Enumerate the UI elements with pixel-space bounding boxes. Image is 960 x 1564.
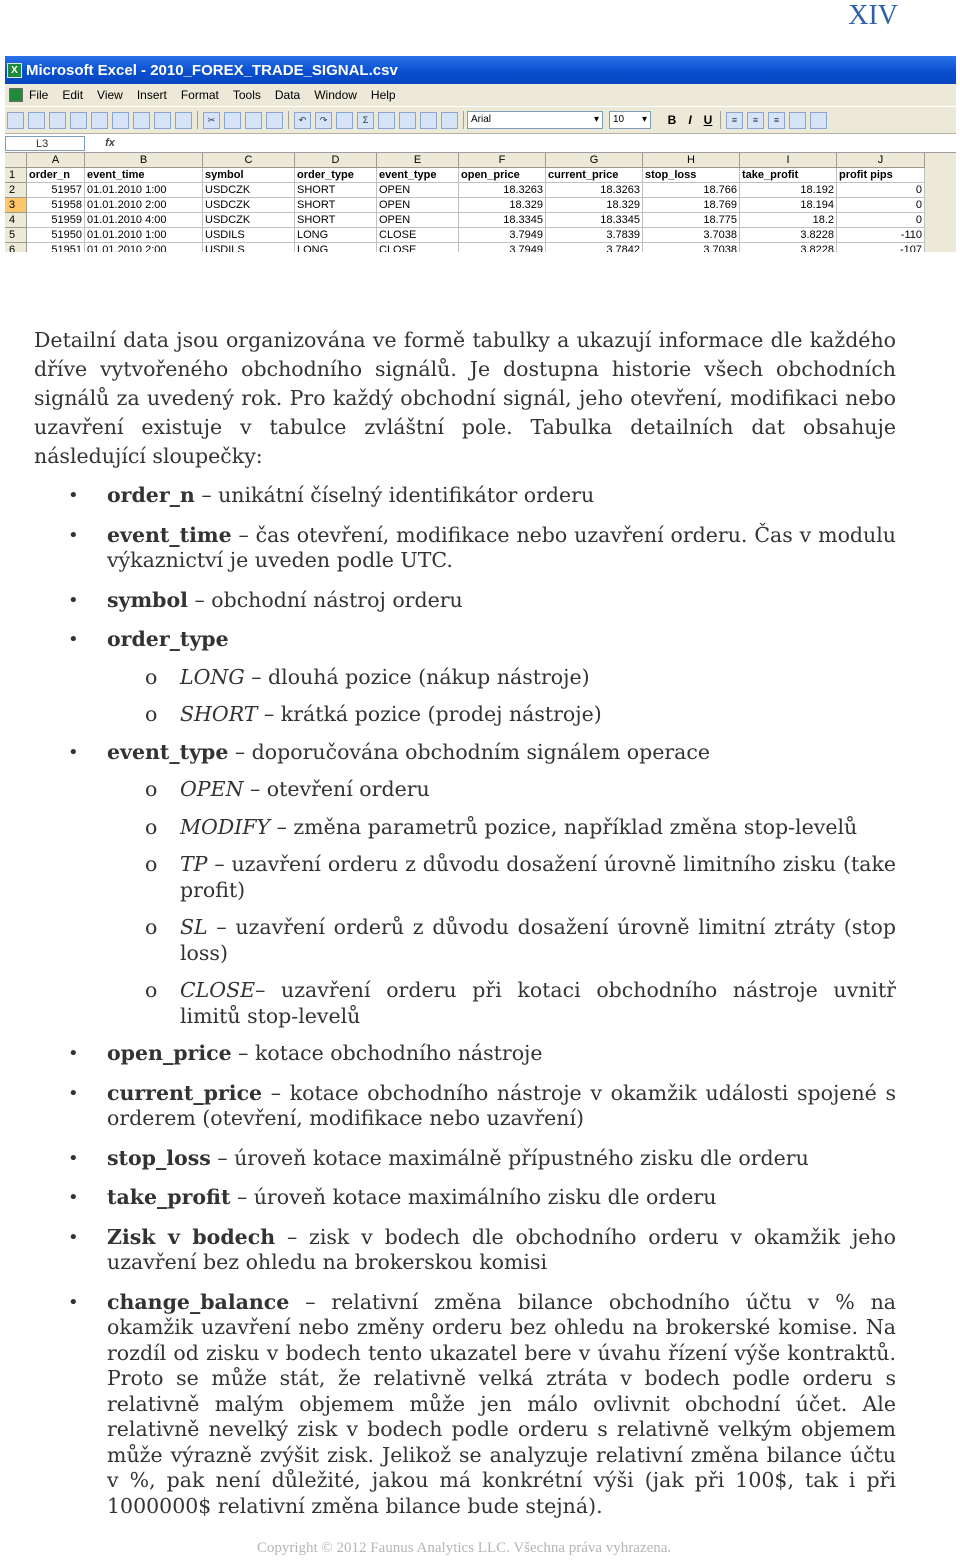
align-left-icon[interactable]: ≡ bbox=[726, 112, 743, 129]
excel-toolbar bbox=[5, 106, 956, 134]
chart-wizard-icon[interactable] bbox=[420, 112, 437, 129]
table-cell[interactable]: 3.7842 bbox=[546, 243, 643, 252]
table-cell[interactable]: 3.8228 bbox=[740, 243, 837, 252]
header-cell[interactable]: open_price bbox=[459, 168, 546, 183]
table-cell[interactable]: 3.7839 bbox=[546, 228, 643, 243]
table-cell[interactable]: 51957 bbox=[27, 183, 85, 198]
copy-icon[interactable] bbox=[224, 112, 241, 129]
format-painter-icon[interactable] bbox=[266, 112, 283, 129]
header-cell[interactable]: event_time bbox=[85, 168, 203, 183]
column-header-b[interactable]: B bbox=[85, 153, 203, 168]
table-cell[interactable]: 18.3263 bbox=[546, 183, 643, 198]
footer-copyright: Copyright © 2012 Faunus Analytics LLC. Všechna práva vyhrazena. bbox=[256, 1540, 672, 1556]
table-cell[interactable]: 18.2 bbox=[740, 213, 837, 228]
excel-titlebar bbox=[5, 56, 956, 84]
subterm-label: MODIFY bbox=[180, 814, 271, 839]
table-cell[interactable]: 51959 bbox=[27, 213, 85, 228]
research-icon[interactable] bbox=[175, 112, 192, 129]
formula-bar bbox=[5, 134, 956, 153]
table-cell[interactable]: 18.329 bbox=[546, 198, 643, 213]
table-row bbox=[5, 183, 956, 198]
list-item bbox=[34, 1290, 896, 1520]
undo-icon[interactable]: ↶ bbox=[294, 112, 311, 129]
drawing-icon[interactable] bbox=[441, 112, 458, 129]
table-cell[interactable]: USDCZK bbox=[203, 198, 295, 213]
table-cell[interactable]: 51950 bbox=[27, 228, 85, 243]
term-description: – kotace obchodního nástroje v okamžik události spojené s orderem (otevření, modifikace nebo uzavření) bbox=[107, 1080, 896, 1130]
table-cell[interactable]: 3.7038 bbox=[643, 228, 740, 243]
column-header-h[interactable]: H bbox=[643, 153, 740, 168]
header-cell[interactable]: profit pips bbox=[837, 168, 925, 183]
table-cell[interactable]: USDILS bbox=[203, 228, 295, 243]
header-cell[interactable]: current_price bbox=[546, 168, 643, 183]
table-row bbox=[5, 198, 956, 213]
table-cell[interactable]: 18.3345 bbox=[459, 213, 546, 228]
sub-list bbox=[107, 777, 896, 1029]
list-item bbox=[34, 588, 896, 614]
excel-app-icon: X bbox=[7, 63, 22, 78]
subterm-description: – krátká pozice (prodej nástroje) bbox=[257, 702, 602, 726]
spelling-icon[interactable] bbox=[154, 112, 171, 129]
column-header-j[interactable]: J bbox=[837, 153, 925, 168]
menu-item-insert[interactable]: Insert bbox=[136, 88, 167, 102]
row-number[interactable]: 2 bbox=[5, 183, 27, 198]
subterm-description: – změna parametrů pozice, například změna stop-levelů bbox=[270, 814, 858, 839]
table-row bbox=[5, 243, 956, 252]
document-body bbox=[34, 326, 896, 1533]
term-label: Zisk v bodech bbox=[107, 1224, 276, 1249]
align-right-icon[interactable]: ≡ bbox=[768, 112, 785, 129]
header-cell[interactable]: event_type bbox=[377, 168, 459, 183]
menu-item-tools[interactable]: Tools bbox=[232, 88, 261, 102]
sub-list-item bbox=[107, 852, 896, 903]
subterm-label: SL bbox=[180, 915, 208, 939]
table-cell[interactable]: 01.01.2010 2:00 bbox=[85, 198, 203, 213]
term-label: event_time bbox=[107, 522, 232, 547]
term-label: order_n bbox=[107, 483, 195, 507]
table-row bbox=[5, 228, 956, 243]
table-cell[interactable]: SHORT bbox=[295, 198, 377, 213]
font-name-value: Arial bbox=[471, 114, 492, 125]
table-cell[interactable]: 51958 bbox=[27, 198, 85, 213]
table-cell[interactable]: LONG bbox=[295, 228, 377, 243]
subterm-description: – otevření orderu bbox=[243, 777, 430, 801]
table-cell[interactable]: 18.192 bbox=[740, 183, 837, 198]
term-label: change_balance bbox=[107, 1289, 290, 1314]
table-cell[interactable]: 18.194 bbox=[740, 198, 837, 213]
term-label: open_price bbox=[107, 1041, 232, 1065]
table-cell[interactable]: -107 bbox=[837, 243, 925, 252]
header-cell[interactable]: order_n bbox=[27, 168, 85, 183]
menu-item-edit[interactable]: Edit bbox=[62, 88, 84, 102]
menu-item-view[interactable]: View bbox=[97, 88, 123, 102]
table-row bbox=[5, 213, 956, 228]
table-cell[interactable]: 3.7949 bbox=[459, 243, 546, 252]
sort-ascending-icon[interactable] bbox=[378, 112, 395, 129]
table-cell[interactable]: 18.3345 bbox=[546, 213, 643, 228]
row-number[interactable]: 6 bbox=[5, 243, 27, 252]
align-center-icon[interactable]: ≡ bbox=[747, 112, 764, 129]
table-cell[interactable]: 18.775 bbox=[643, 213, 740, 228]
table-cell[interactable]: LONG bbox=[295, 243, 377, 252]
table-cell[interactable]: 3.7949 bbox=[459, 228, 546, 243]
table-cell[interactable]: 18.329 bbox=[459, 198, 546, 213]
column-header-f[interactable]: F bbox=[459, 153, 546, 168]
permission-icon[interactable] bbox=[70, 112, 87, 129]
table-cell[interactable]: SHORT bbox=[295, 183, 377, 198]
table-cell[interactable]: OPEN bbox=[377, 213, 459, 228]
sub-list-item bbox=[107, 777, 896, 803]
table-cell[interactable]: 3.8228 bbox=[740, 228, 837, 243]
table-cell[interactable]: 18.769 bbox=[643, 198, 740, 213]
font-size-value: 10 bbox=[613, 114, 625, 125]
table-cell[interactable]: 01.01.2010 4:00 bbox=[85, 213, 203, 228]
term-label: event_type bbox=[107, 739, 229, 764]
page-number: XIV bbox=[848, 0, 898, 31]
table-cell[interactable]: 0 bbox=[837, 213, 925, 228]
paste-icon[interactable] bbox=[245, 112, 262, 129]
email-icon[interactable] bbox=[91, 112, 108, 129]
column-header-d[interactable]: D bbox=[295, 153, 377, 168]
term-description: – zisk v bodech dle obchodního orderu v okamžik jeho uzavření bez ohledu na brokerskou komisi bbox=[107, 1224, 896, 1274]
term-description: – čas otevření, modifikace nebo uzavření orderu. Čas v modulu výkaznictví je uveden podle UTC. bbox=[107, 522, 896, 572]
table-row bbox=[5, 168, 956, 183]
term-label: current_price bbox=[107, 1080, 263, 1105]
menu-item-window[interactable]: Window bbox=[314, 88, 357, 102]
list-item bbox=[34, 1041, 896, 1067]
subterm-description: – uzavření orderu z důvodu dosažení úrovně limitního zisku (take profit) bbox=[180, 852, 896, 902]
font-size-select[interactable] bbox=[609, 111, 651, 129]
sub-list-item bbox=[107, 815, 896, 841]
subterm-label: SHORT bbox=[180, 702, 258, 726]
table-cell[interactable]: 3.7038 bbox=[643, 243, 740, 252]
subterm-label: TP bbox=[180, 852, 208, 876]
open-icon[interactable] bbox=[28, 112, 45, 129]
term-description: – relativní změna bilance obchodního účtu v % na okamžik uzavření nebo změny orderu bez ohledu na brokerské komise. Na rozdíl od zisku v bodech tento ukazatel bere v úvahu řízení výše kontraktů. Proto se může stát, že relativně velká ztráta v bodech podle orderu s relativně malým objemem může jen málo ovlivnit obchodní účet. Ale relativně nevelký zisk v bodech podle orderu s relativně velkým objemem může výrazně zvýšit zisk. Jelikož se analyzuje relativní změna bilance účtu v %, pak není důležité, jakou má konkrétní výši (jak při 100$, tak i při 1000000$ relativní změna bilance bude stejná). bbox=[107, 1289, 896, 1518]
column-header-e[interactable]: E bbox=[377, 153, 459, 168]
table-cell[interactable]: OPEN bbox=[377, 198, 459, 213]
header-cell[interactable]: order_type bbox=[295, 168, 377, 183]
sub-list-item bbox=[107, 978, 896, 1029]
document-icon bbox=[9, 88, 23, 102]
table-cell[interactable]: 18.766 bbox=[643, 183, 740, 198]
table-cell[interactable]: OPEN bbox=[377, 183, 459, 198]
excel-title: Microsoft Excel - 2010_FOREX_TRADE_SIGNAL.csv bbox=[26, 61, 398, 79]
term-description: – unikátní číselný identifikátor orderu bbox=[194, 483, 595, 507]
subterm-label: LONG bbox=[180, 664, 245, 689]
column-header-a[interactable]: A bbox=[27, 153, 85, 168]
menu-item-data[interactable]: Data bbox=[274, 88, 301, 102]
term-label: symbol bbox=[107, 587, 188, 612]
print-preview-icon[interactable] bbox=[133, 112, 150, 129]
sub-list-item bbox=[107, 665, 896, 691]
list-item bbox=[34, 627, 896, 728]
term-description: – úroveň kotace maximálního zisku dle orderu bbox=[230, 1185, 717, 1209]
header-cell[interactable]: stop_loss bbox=[643, 168, 740, 183]
list-item bbox=[34, 1225, 896, 1276]
term-label: stop_loss bbox=[107, 1145, 211, 1170]
list-item bbox=[34, 1081, 896, 1132]
subterm-label: OPEN bbox=[180, 777, 244, 801]
list-item bbox=[34, 523, 896, 574]
row-number[interactable]: 4 bbox=[5, 213, 27, 228]
table-cell[interactable]: CLOSE bbox=[377, 228, 459, 243]
term-description: – kotace obchodního nástroje bbox=[231, 1041, 543, 1065]
table-cell[interactable]: 01.01.2010 2:00 bbox=[85, 243, 203, 252]
table-cell[interactable]: 01.01.2010 1:00 bbox=[85, 183, 203, 198]
subterm-label: CLOSE bbox=[180, 978, 256, 1002]
list-item bbox=[34, 483, 896, 509]
term-label: order_type bbox=[107, 627, 229, 651]
row-number[interactable]: 1 bbox=[5, 168, 27, 183]
autosum-icon[interactable]: Σ bbox=[357, 112, 374, 129]
table-cell[interactable]: CLOSE bbox=[377, 243, 459, 252]
spreadsheet-grid bbox=[5, 153, 956, 252]
menu-item-file[interactable]: File bbox=[29, 88, 49, 102]
table-cell[interactable]: 0 bbox=[837, 198, 925, 213]
excel-menubar bbox=[5, 84, 956, 106]
table-cell[interactable]: SHORT bbox=[295, 213, 377, 228]
hyperlink-icon[interactable] bbox=[336, 112, 353, 129]
term-description: – obchodní nástroj orderu bbox=[187, 587, 463, 612]
italic-button[interactable]: I bbox=[688, 113, 692, 127]
sort-descending-icon[interactable] bbox=[399, 112, 416, 129]
subterm-description: – uzavření orderů z důvodu dosažení úrovně limitní ztráty (stop loss) bbox=[180, 915, 896, 965]
chevron-down-icon: ▾ bbox=[641, 114, 647, 125]
sub-list-item bbox=[107, 702, 896, 728]
list-item bbox=[34, 1146, 896, 1172]
row-number[interactable]: 3 bbox=[5, 198, 27, 213]
underline-button[interactable]: U bbox=[703, 113, 713, 127]
table-cell[interactable]: USDCZK bbox=[203, 213, 295, 228]
table-cell[interactable]: USDILS bbox=[203, 243, 295, 252]
fx-icon[interactable]: fx bbox=[105, 137, 115, 149]
cut-icon[interactable]: ✂ bbox=[203, 112, 220, 129]
table-cell[interactable]: 18.3263 bbox=[459, 183, 546, 198]
header-cell[interactable]: take_profit bbox=[740, 168, 837, 183]
redo-icon[interactable]: ↷ bbox=[315, 112, 332, 129]
print-icon[interactable] bbox=[112, 112, 129, 129]
column-definitions-list bbox=[34, 483, 896, 1519]
list-item bbox=[34, 740, 896, 1030]
table-cell[interactable]: 01.01.2010 1:00 bbox=[85, 228, 203, 243]
list-item bbox=[34, 1185, 896, 1211]
sub-list-item bbox=[107, 915, 896, 966]
column-header-g[interactable]: G bbox=[546, 153, 643, 168]
menu-item-help[interactable]: Help bbox=[370, 88, 396, 102]
excel-window bbox=[5, 56, 956, 252]
subterm-description: – uzavření orderu při kotaci obchodního nástroje uvnitř limitů stop-levelů bbox=[180, 978, 896, 1028]
chevron-down-icon: ▾ bbox=[593, 114, 599, 125]
name-box[interactable]: L3 bbox=[5, 136, 85, 151]
header-cell[interactable]: symbol bbox=[203, 168, 295, 183]
save-icon[interactable] bbox=[49, 112, 66, 129]
row-number[interactable]: 5 bbox=[5, 228, 27, 243]
currency-icon[interactable] bbox=[810, 112, 827, 129]
column-header-row bbox=[5, 153, 956, 168]
intro-paragraph: Detailní data jsou organizována ve formě tabulky a ukazují informace dle každého dříve vytvořeného obchodního signálů. Je dostupna historie všech obchodních signálů za uvedený rok. Pro každý obchodní signál, jeho otevření, modifikaci nebo uzavření existuje v tabulce zvláštní pole. Tabulka detailních dat obsahuje následující sloupečky: bbox=[34, 328, 896, 468]
subterm-description: – dlouhá pozice (nákup nástroje) bbox=[244, 664, 590, 689]
table-cell[interactable]: USDCZK bbox=[203, 183, 295, 198]
table-cell[interactable]: 0 bbox=[837, 183, 925, 198]
font-name-select[interactable] bbox=[467, 111, 603, 129]
table-cell[interactable]: 51951 bbox=[27, 243, 85, 252]
merge-center-icon[interactable] bbox=[789, 112, 806, 129]
menu-item-format[interactable]: Format bbox=[180, 88, 219, 102]
term-description: – úroveň kotace maximálně přípustného zisku dle orderu bbox=[210, 1145, 809, 1170]
term-description: – doporučována obchodním signálem operace bbox=[228, 739, 711, 764]
column-header-c[interactable]: C bbox=[203, 153, 295, 168]
column-header-i[interactable]: I bbox=[740, 153, 837, 168]
table-cell[interactable]: -110 bbox=[837, 228, 925, 243]
term-label: take_profit bbox=[107, 1185, 231, 1209]
bold-button[interactable]: B bbox=[667, 113, 677, 127]
select-all-corner[interactable] bbox=[5, 153, 27, 168]
sub-list bbox=[107, 665, 896, 728]
new-icon[interactable] bbox=[7, 112, 24, 129]
